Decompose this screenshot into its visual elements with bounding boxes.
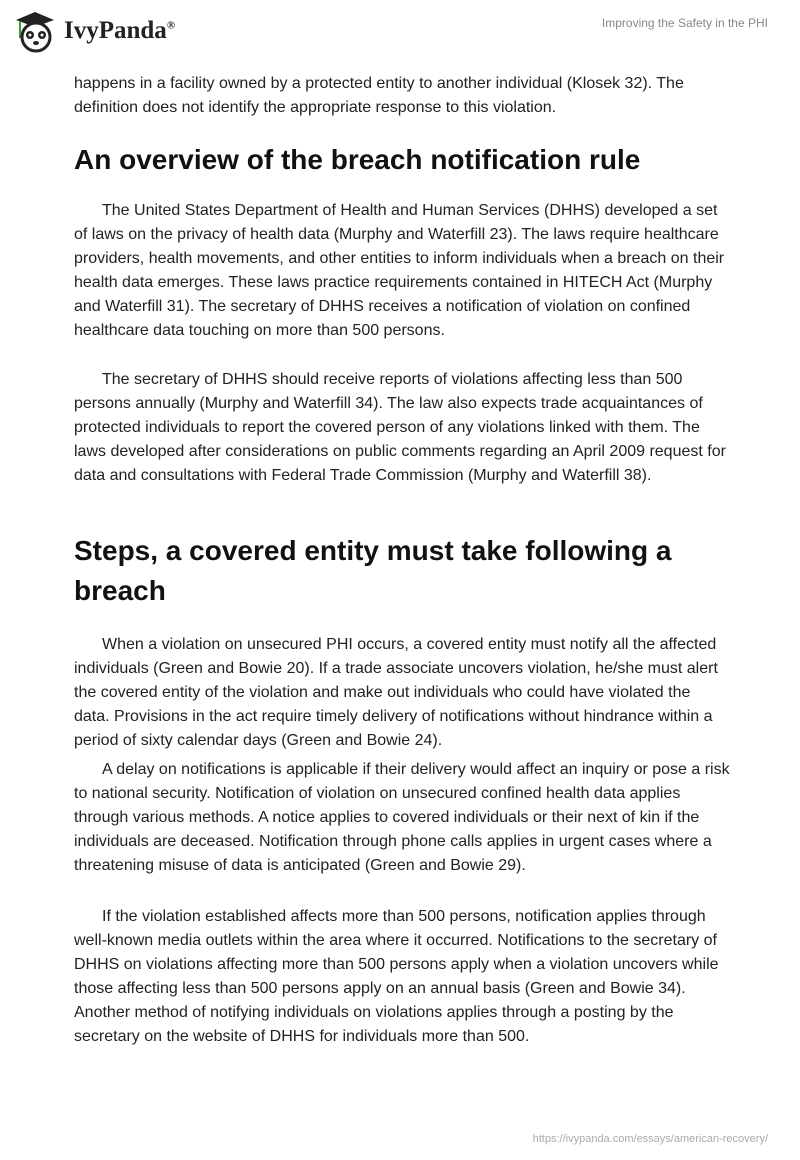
section-heading: An overview of the breach notification rule xyxy=(74,144,641,175)
document-title: Improving the Safety in the PHI xyxy=(601,16,768,30)
source-url-link[interactable]: https://ivypanda.com/essays/american-recovery/ xyxy=(532,1133,768,1145)
paragraph: The secretary of DHHS should receive reports of violations affecting less than 500 persons annually (Murphy and Waterfill 34). The law also expects trade acquaintances of protected individuals to report the covered person of any violations linked with them. The laws developed after considerations on public comments regarding an April 2009 request for data and consultations with Federal Trade Commission (Murphy and Waterfill 38). xyxy=(74,371,726,484)
paragraph: A delay on notifications is applicable if their delivery would affect an inquiry or pose a risk to national security. Notification of violation on unsecured confined health data applies through various methods. A notice applies to covered individuals or their next of kin if the individuals are deceased. Notification through phone calls applies in urgent cases where a threatening misuse of data is anticipated (Green and Bowie 29). xyxy=(74,761,730,874)
ivypanda-logo[interactable] xyxy=(12,8,175,54)
paragraph: If the violation established affects more than 500 persons, notification applies through well-known media outlets within the area where it occurred. Notifications to the secretary of DHHS on violations affecting more than 500 persons apply when a violation uncovers while those affecting less than 500 persons apply on an annual basis (Green and Bowie 34). Another method of notifying individuals on violations applies through a posting by the secretary on the website of DHHS for individuals more than 500. xyxy=(74,908,719,1045)
paragraph: When a violation on unsecured PHI occurs, a covered entity must notify all the affected individuals (Green and Bowie 20). If a trade associate uncovers violation, he/she must alert the covered entity of the violation and make out individuals who could have violated the data. Provisions in the act require timely delivery of notifications without hindrance within a period of sixty calendar days (Green and Bowie 24). xyxy=(74,636,718,749)
logo-text: IvyPanda® xyxy=(64,17,176,44)
paragraph: happens in a facility owned by a protected entity to another individual (Klosek 32). The definition does not identify the appropriate response to this violation. xyxy=(74,75,684,116)
paragraph: The United States Department of Health and Human Services (DHHS) developed a set of laws on the privacy of health data (Murphy and Waterfill 23). The laws require healthcare providers, health movements, and other entities to inform individuals when a breach on their health data emerges. These laws practice requirements contained in HITECH Act (Murphy and Waterfill 31). The secretary of DHHS receives a notification of violation on confined healthcare data touching on more than 500 persons. xyxy=(74,202,725,339)
section-heading: Steps, a covered entity must take following a breach xyxy=(74,535,672,606)
panda-graduate-icon xyxy=(12,8,58,54)
